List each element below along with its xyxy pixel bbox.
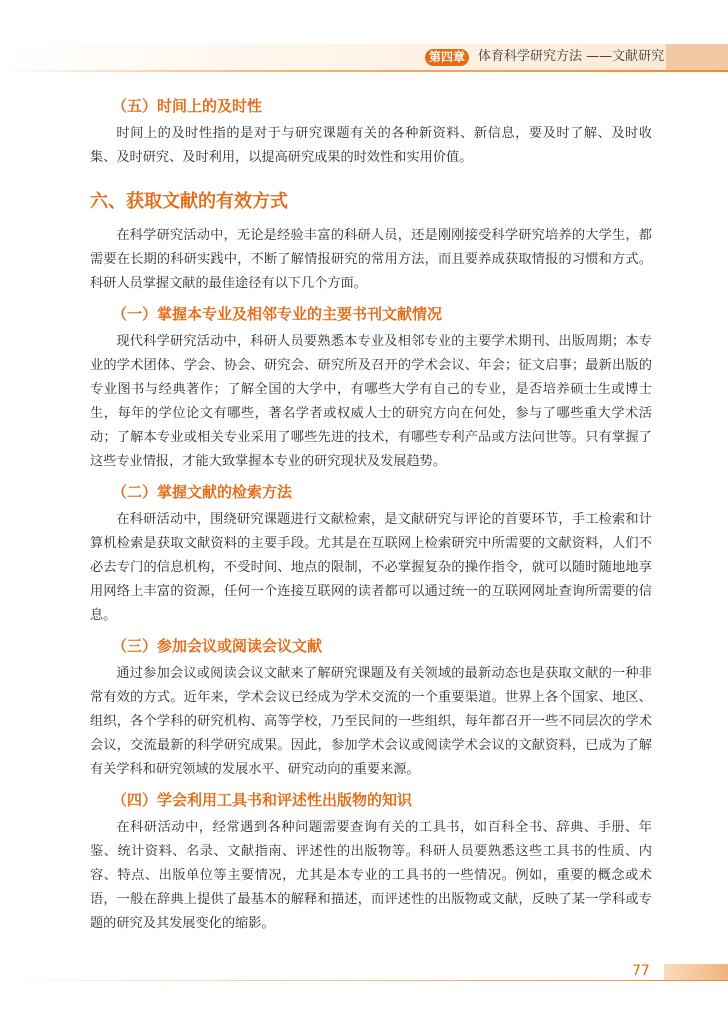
subheading-retrieval: （二）掌握文献的检索方法 xyxy=(112,483,293,501)
footer-decoration xyxy=(664,964,728,980)
footer-rule xyxy=(0,980,728,981)
subheading-timeliness: （五）时间上的及时性 xyxy=(112,97,263,115)
paragraph-journals: 现代科学研究活动中，科研人员要熟悉本专业及相邻专业的主要学术期刊、出版周期；本专业的学术团体、学会、协会、研究会、研究所及召开的学术会议、年会；征文启事；最新出版的专业图书与经典著作；了解全国的大学中，有哪些大学有自己的专业，是否培养硕士生或博士生，每年的学位论文有哪些，著名学者或权威人士的研究方向在何处，参与了哪些重大学术活动；了解本专业或相关专业采用了哪些先进的技术，有哪些专利产品或方法问世等。只有掌握了这些专业情报，才能大致掌握本专业的研究现状及发展趋势。 xyxy=(90,334,652,469)
page-number: 77 xyxy=(632,963,650,979)
header-tab-decoration xyxy=(666,44,728,70)
page-body xyxy=(90,96,652,944)
subheading-conferences: （三）参加会议或阅读会议文献 xyxy=(112,637,323,655)
running-head-title: 体育科学研究方法 ——文献研究 xyxy=(478,49,665,64)
paragraph-reference-books: 在科研活动中，经常遇到各种问题需要查询有关的工具书，如百科全书、辞典、手册、年鉴、统计资料、名录、文献指南、评述性的出版物等。科研人员要熟悉这些工具书的性质、内容、特点、出版单位等主要情况，尤其是本专业的工具书的一些情况。例如，重要的概念或术语，一般在辞典上提供了最基本的解释和描述，而评述性的出版物或文献，反映了某一学科或专题的研究及其发展变化的缩影。 xyxy=(90,820,652,931)
paragraph-conferences: 通过参加会议或阅读会议文献来了解研究课题及有关领域的最新动态也是获取文献的一种非常有效的方式。近年来，学术会议已经成为学术交流的一个重要渠道。世界上各个国家、地区、组织，各个学科的研究机构、高等学校，乃至民间的一些组织，每年都召开一些不同层次的学术会议，交流最新的科学研究成果。因此，参加学术会议或阅读学术会议的文献资料，已成为了解有关学科和研究领域的发展水平、研究动向的重要来源。 xyxy=(90,666,652,777)
section-heading-acquisition: 六、获取文献的有效方式 xyxy=(90,191,288,212)
subheading-journals: （一）掌握本专业及相邻专业的主要书刊文献情况 xyxy=(112,305,443,323)
header-rule xyxy=(0,70,728,72)
chapter-badge: 第四章 xyxy=(425,49,469,66)
paragraph-retrieval: 在科研活动中，围绕研究课题进行文献检索，是文献研究与评论的首要环节，手工检索和计算机检索是获取文献资料的主要手段。尤其是在互联网上检索研究中所需要的文献资料，人们不必去专门的信息机构，不受时间、地点的限制，不必掌握复杂的操作指令，就可以随时随地地享用网络上丰富的资源，任何一个连接互联网的读者都可以通过统一的互联网网址查询所需要的信息。 xyxy=(90,512,652,623)
paragraph-timeliness: 时间上的及时性指的是对于与研究课题有关的各种新资料、新信息，要及时了解、及时收集、及时研究、及时利用，以提高研究成果的时效性和实用价值。 xyxy=(90,126,652,165)
subheading-reference-books: （四）学会利用工具书和评述性出版物的知识 xyxy=(112,791,413,809)
paragraph-section-intro: 在科学研究活动中，无论是经验丰富的科研人员，还是刚刚接受科学研究培养的大学生，都需要在长期的科研实践中，不断了解情报研究的常用方法，而且要养成获取情报的习惯和方式。科研人员掌握文献的最佳途径有以下几个方面。 xyxy=(90,228,652,291)
